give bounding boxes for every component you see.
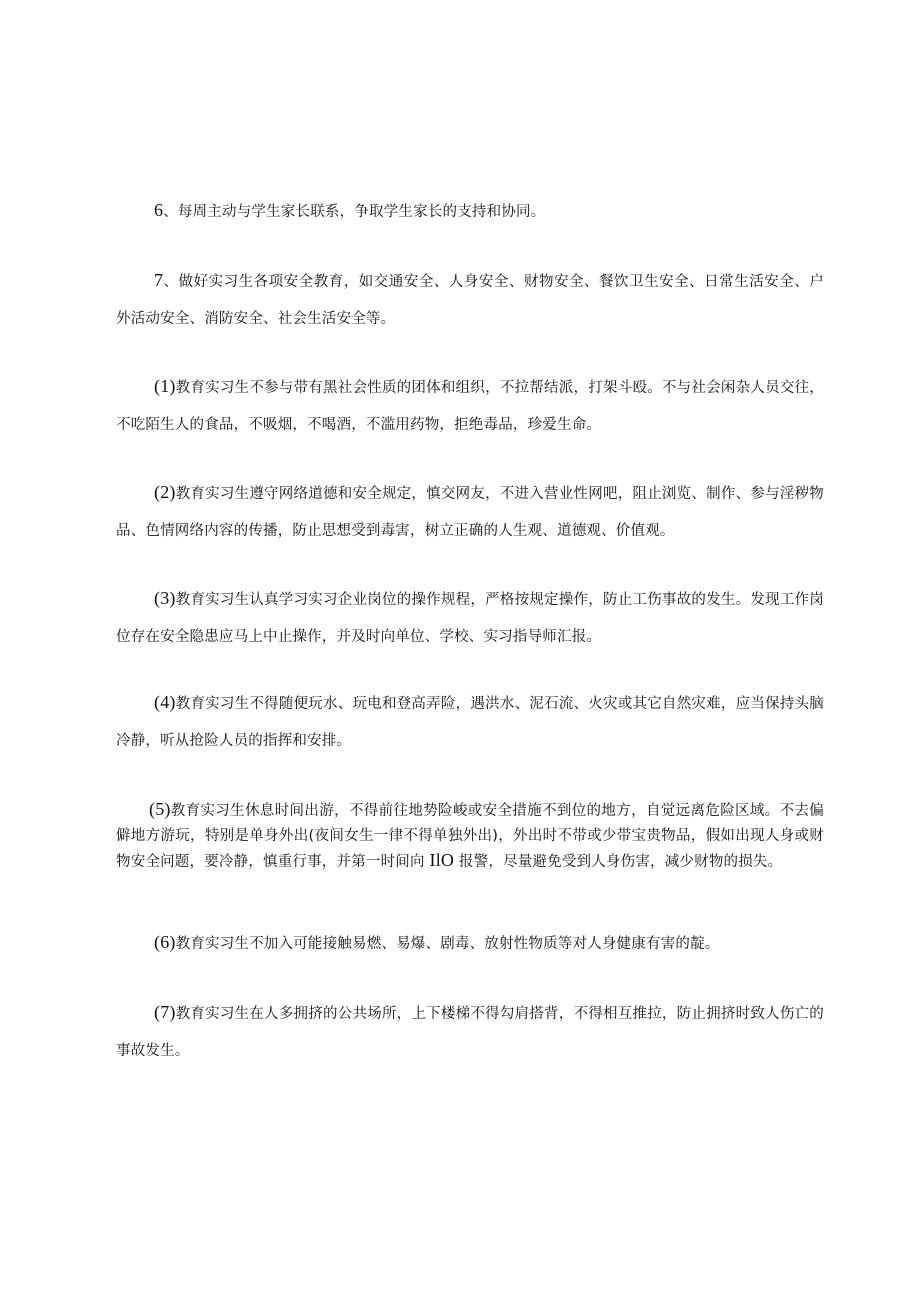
item-6-text: 每周主动与学生家长联系，争取学生家长的支持和协同。 bbox=[177, 204, 546, 220]
item-6 bbox=[116, 192, 824, 231]
sub-item-1 bbox=[116, 368, 824, 444]
emergency-number: IlO bbox=[429, 850, 455, 870]
sub-item-5 bbox=[116, 797, 824, 875]
item-7 bbox=[116, 262, 824, 338]
sub-item-2-text: 教育实习生遵守网络道德和安全规定，慎交网友，不进入营业性网吧，阻止浏览、制作、参与淫秽物品、色情网络内容的传播，防止思想受到毒害，树立正确的人生观、道德观、价值观。 bbox=[116, 486, 824, 539]
sub-item-7-text: 教育实习生在人多拥挤的公共场所，上下楼梯不得勾肩搭背，不得相互推拉，防止拥挤时致人伤亡的事故发生。 bbox=[116, 1006, 824, 1059]
sub-item-1-marker: (1) bbox=[154, 376, 176, 396]
sub-item-6 bbox=[116, 924, 824, 963]
item-7-sep: 、 bbox=[163, 274, 179, 290]
sub-item-3-marker: (3) bbox=[154, 588, 176, 608]
sub-item-1-text: 教育实习生不参与带有黑社会性质的团体和组织，不拉帮结派，打架斗殴。不与社会闲杂人员交往，不吃陌生人的食品，不吸烟，不喝酒，不滥用药物，拒绝毒品，珍爱生命。 bbox=[116, 380, 824, 433]
item-7-text: 做好实习生各项安全教育，如交通安全、人身安全、财物安全、餐饮卫生安全、日常生活安全、户外活动安全、消防安全、社会生活安全等。 bbox=[116, 274, 824, 327]
sub-item-3-text: 教育实习生认真学习实习企业岗位的操作规程，严格按规定操作，防止工伤事故的发生。发现工作岗位存在安全隐患应马上中止操作，并及时向单位、学校、实习指导师汇报。 bbox=[116, 592, 824, 645]
sub-item-5-marker: (5) bbox=[149, 799, 171, 819]
item-6-marker: 6 bbox=[154, 200, 164, 220]
item-6-sep: 、 bbox=[163, 204, 178, 220]
sub-item-4-marker: (4) bbox=[154, 692, 176, 712]
sub-item-5-text-after: 报警，尽量避免受到人身伤害，减少财物的损失。 bbox=[454, 854, 783, 870]
item-7-marker: 7 bbox=[154, 270, 164, 290]
sub-item-6-text: 教育实习生不加入可能接触易燃、易爆、剧毒、放射性物质等对人身健康有害的靛。 bbox=[175, 936, 720, 952]
sub-item-4 bbox=[116, 684, 824, 760]
sub-item-5-text-before: 教育实习生休息时间出游，不得前往地势险峻或安全措施不到位的地方，自觉远离危险区域。不去偏僻地方游玩，特别是单身外出(夜间女生一律不得单独外出)，外出时不带或少带宝贵物品，假如出现人身或财物安全问题，要冷静，慎重行事，并第一时间向 bbox=[116, 803, 824, 870]
sub-item-3 bbox=[116, 580, 824, 656]
sub-item-4-text: 教育实习生不得随便玩水、玩电和登高弄险，遇洪水、泥石流、火灾或其它自然灾难，应当保持头脑冷静，听从抢险人员的指挥和安排。 bbox=[116, 696, 824, 749]
sub-item-7 bbox=[116, 994, 824, 1070]
sub-item-2 bbox=[116, 474, 824, 550]
sub-item-6-marker: (6) bbox=[154, 932, 176, 952]
sub-item-7-marker: (7) bbox=[154, 1002, 176, 1022]
sub-item-2-marker: (2) bbox=[154, 482, 176, 502]
